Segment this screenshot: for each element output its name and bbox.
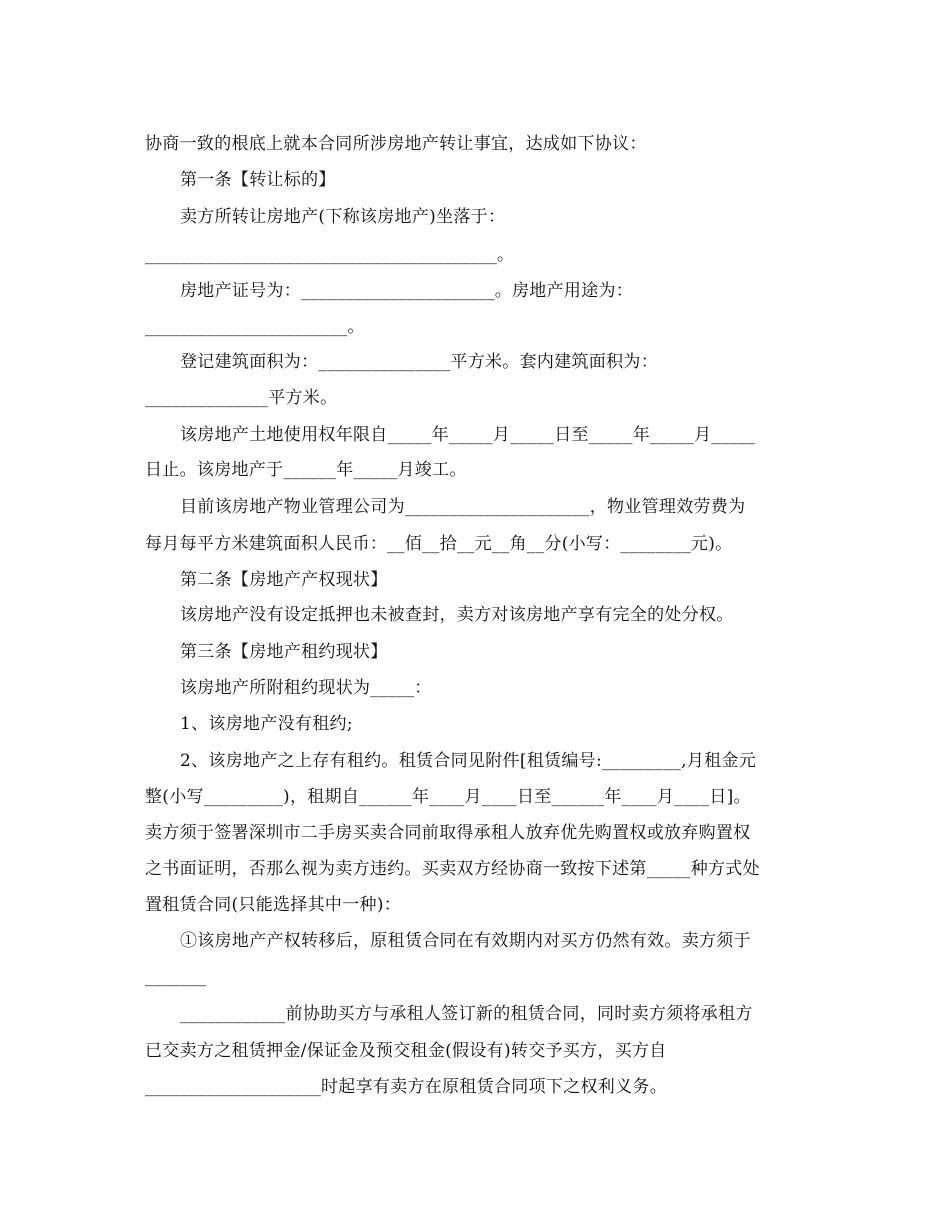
text-line: 房地产证号为：______________________。房地产用途为：	[180, 281, 634, 301]
blank-line: _______________________。	[145, 317, 365, 337]
article-2-heading: 第二条【房地产产权现状】	[180, 570, 388, 590]
text-line: 已交卖方之租赁押金/保证金及预交租金(假设有)转交予买方，买方自	[145, 1041, 667, 1061]
text-line: 每月每平方米建筑面积人民币：__佰__拾__元__角__分(小写：________元)。	[145, 534, 733, 554]
article-1-heading: 第一条【转让标的】	[180, 170, 336, 190]
text-line: 该房地产没有设定抵押也未被查封，卖方对该房地产享有完全的处分权。	[180, 605, 734, 625]
text-line: 目前该房地产物业管理公司为_____________________，物业管理效劳费为	[180, 497, 746, 517]
text-line: 协商一致的根底上就本合同所涉房地产转让事宜，达成如下协议：	[145, 134, 647, 154]
text-line: ____________________时起享有卖方在原租赁合同项下之权利义务。	[145, 1077, 667, 1097]
blank-line: _______	[145, 967, 207, 987]
text-line: 之书面证明，否那么视为卖方违约。买卖双方经协商一致按下述第_____种方式处	[145, 859, 760, 879]
text-line: 置租赁合同(只能选择其中一种)：	[145, 895, 402, 915]
text-line: 卖方所转让房地产(下称该房地产)坐落于：	[180, 207, 506, 227]
text-line: 日止。该房地产于______年_____月竣工。	[145, 460, 467, 480]
list-item: 1、该房地产没有租约;	[180, 714, 353, 734]
text-line: 登记建筑面积为：_______________平方米。套内建筑面积为：	[180, 352, 658, 372]
text-line: 该房地产土地使用权年限自_____年_____月_____日至_____年_____月_____	[180, 425, 756, 445]
option-1: ①该房地产产权转移后，原租赁合同在有效期内对买方仍然有效。卖方须于	[180, 931, 751, 951]
text-line: 该房地产所附租约现状为_____：	[180, 678, 432, 698]
article-3-heading: 第三条【房地产租约现状】	[180, 642, 388, 662]
blank-line: ________________________________________。	[145, 245, 515, 265]
text-line: 整(小写_________)，租期自______年____月____日至______年____月____日]。	[145, 787, 751, 807]
text-line: 卖方须于签署深圳市二手房买卖合同前取得承租人放弃优先购置权或放弃购置权	[145, 823, 751, 843]
text-line: ______________平方米。	[145, 388, 338, 408]
text-line: ____________前协助买方与承租人签订新的租赁合同，同时卖方须将承租方	[180, 1004, 753, 1024]
list-item: 2、该房地产之上存有租约。租赁合同见附件[租赁编号:_________,月租金元	[180, 751, 757, 771]
